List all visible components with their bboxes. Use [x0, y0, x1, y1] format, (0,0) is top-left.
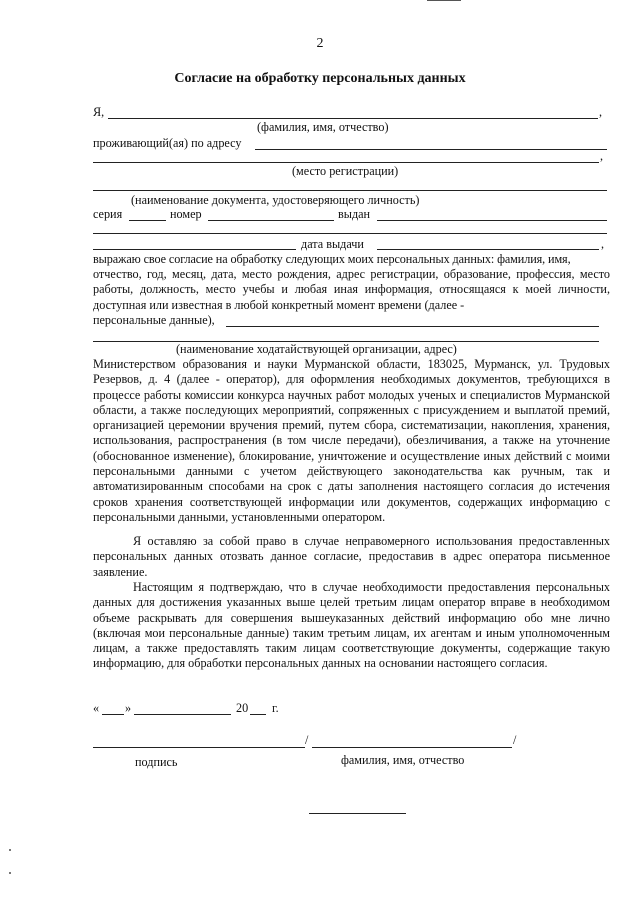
year-suffix: г.	[272, 701, 279, 715]
ya-label: Я,	[93, 105, 105, 119]
issue-date-comma: ,	[601, 237, 605, 251]
year-field-line[interactable]	[250, 714, 266, 715]
issuer-field-line-3[interactable]	[93, 249, 296, 250]
address-label: проживающий(ая) по адресу	[93, 136, 242, 150]
date-open-quote: «	[93, 701, 100, 715]
confirm-paragraph	[93, 580, 610, 672]
scan-speck	[9, 872, 11, 874]
date-close-quote: »	[125, 701, 132, 715]
signature-slash-2: /	[513, 733, 517, 747]
consent-paragraph: отчество, год, месяц, дата, место рождения, адрес регистрации, образование, профессия, место работы, должность, место учебы и любая иная информация, относящаяся к моей личности, доступная или известная в любой конкретный момент времени (далее -	[93, 267, 610, 312]
confirm-text: Настоящим я подтверждаю, что в случае необходимости предоставления персональных данных для достижения указанных выше целей третьим лицам оператор вправе в необходимом объеме раскрывать для совершения вышеуказанных действий информацию обо мне лично (включая мои персональные данные) таким третьим лицам, их агентам и иным уполномоченным лицам, а также предоставлять таким лицам соответствующие документы, содержащие такую информацию, для обработки персональных данных на основании настоящего согласия.	[93, 580, 610, 671]
registration-caption: (место регистрации)	[292, 164, 399, 178]
issue-date-label: дата выдачи	[301, 237, 364, 251]
page-number: 2	[316, 36, 324, 51]
consent-last-line: персональные данные),	[93, 313, 215, 327]
issued-field-line[interactable]	[377, 220, 607, 221]
series-label: серия	[93, 207, 123, 221]
issued-label: выдан	[338, 207, 371, 221]
day-field-line[interactable]	[102, 714, 124, 715]
address-comma: ,	[600, 149, 604, 163]
fio-comma: ,	[599, 105, 603, 119]
organization-field-line-1[interactable]	[226, 326, 599, 327]
document-title: Согласие на обработку персональных данных	[174, 71, 466, 86]
main-paragraph: Министерством образования и науки Мурманской области, 183025, Мурманск, ул. Трудовых Резервов, д. 4 (далее - оператор), для оформления необходимых документов, требующихся в процессе работы комиссии конкурса научных работ молодых ученых и специалистов Мурманской области, а также последующих мероприятий, сопряженных с присуждением и выплатой премий, организацией церемонии вручения премий, путем сбора, систематизации, накопления, хранения, использования, распространения (в том числе передачи), обезличивания, а также на уточнение (обоснованное изменение), блокирование, уничтожение и осуществление иных действий с моими персональными данными с учетом действующего законодательства как ручным, так и автоматизированным способами на срок с даты заполнения настоящего согласия до истечения сроков хранения соответствующей информации или документов, содержащих информацию с персональными данными, установленными оператором.	[93, 357, 610, 524]
number-label: номер	[170, 207, 202, 221]
document-caption: (наименование документа, удостоверяющего личность)	[131, 193, 420, 207]
organization-caption: (наименование ходатайствующей организации, адрес)	[176, 342, 457, 356]
consent-line-first: выражаю свое согласие на обработку следующих моих персональных данных: фамилия, имя,	[93, 252, 571, 266]
withdraw-text: Я оставляю за собой право в случае неправомерного использования предоставленных персональных данных отозвать данное согласие, предоставив в адрес оператора письменное заявление.	[93, 534, 610, 579]
document-field-line[interactable]	[93, 190, 607, 191]
signature-caption: подпись	[135, 755, 178, 769]
withdraw-paragraph	[93, 534, 610, 580]
bottom-separator-line	[309, 813, 406, 814]
address-field-line-1[interactable]	[255, 149, 607, 150]
year-prefix: 20	[236, 701, 249, 715]
issue-date-field-line[interactable]	[377, 249, 599, 250]
month-field-line[interactable]	[134, 714, 231, 715]
signature-name-field-line[interactable]	[312, 747, 512, 748]
signature-name-caption: фамилия, имя, отчество	[341, 753, 465, 767]
issued-field-line-2[interactable]	[93, 233, 607, 234]
number-field-line[interactable]	[208, 220, 334, 221]
top-edge-mark	[427, 0, 461, 1]
scan-speck	[9, 849, 11, 851]
fio-caption: (фамилия, имя, отчество)	[257, 120, 389, 134]
signature-slash-1: /	[305, 733, 309, 747]
series-field-line[interactable]	[129, 220, 166, 221]
signature-field-line[interactable]	[93, 747, 305, 748]
address-field-line-2[interactable]	[93, 162, 599, 163]
fio-field-line[interactable]	[108, 118, 598, 119]
